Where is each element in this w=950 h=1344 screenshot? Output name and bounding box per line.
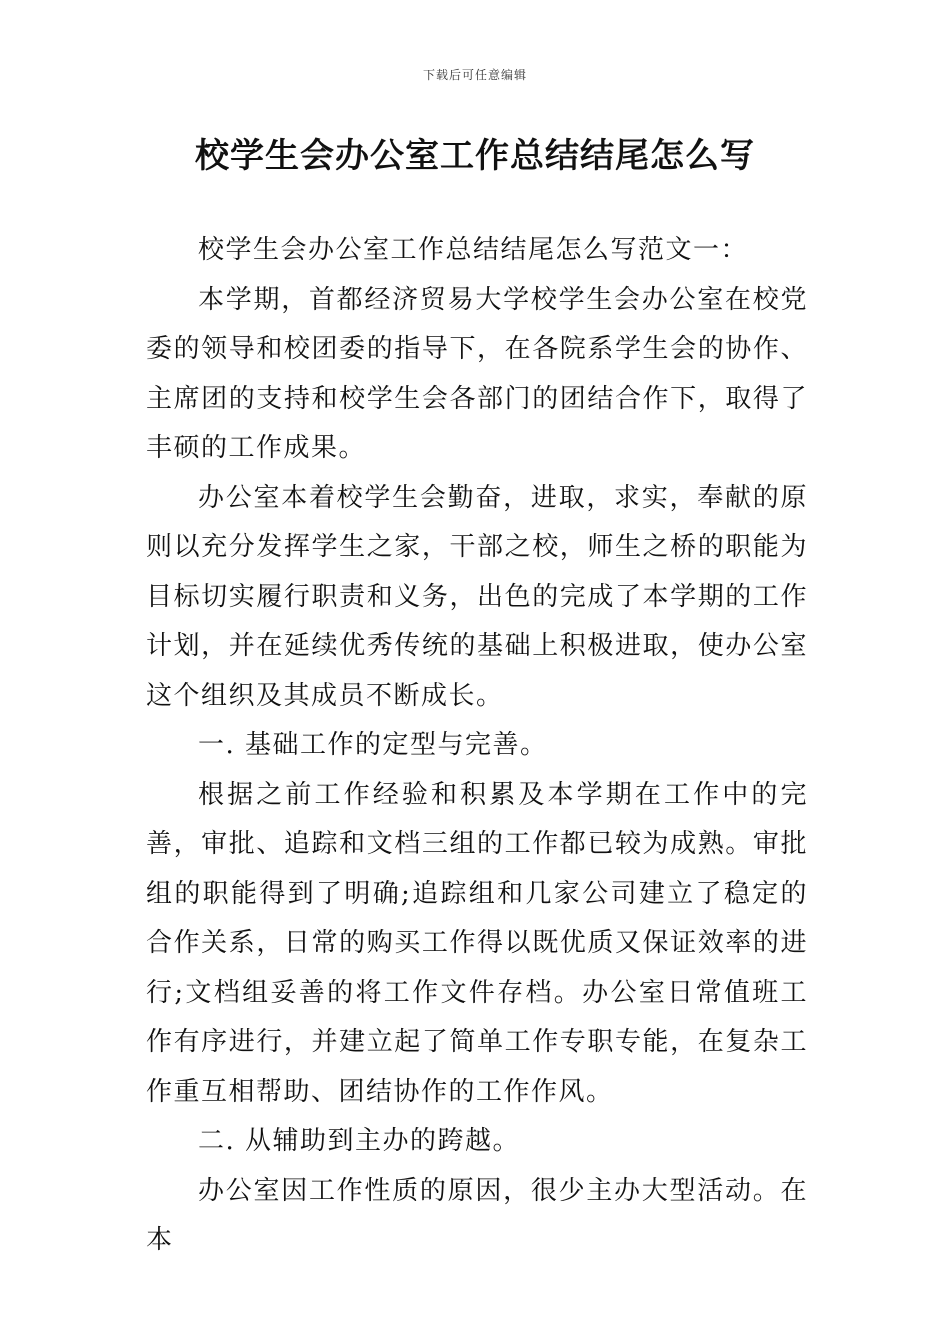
paragraph: 校学生会办公室工作总结结尾怎么写范文一： [198, 235, 749, 265]
paragraph: 办公室本着校学生会勤奋，进取，求实，奉献的原则以充分发挥学生之家，干部之校，师生之桥的职能为目标切实履行职责和义务，出色的完成了本学期的工作计划，并在延续优秀传统的基础上积极进取，使办公室这个组织及其成员不断成长。 [146, 482, 808, 711]
paragraph: 根据之前工作经验和积累及本学期在工作中的完善，审批、追踪和文档三组的工作都已较为成熟。审批组的职能得到了明确;追踪组和几家公司建立了稳定的合作关系，日常的购买工作得以既优质又保证效率的进行;文档组妥善的将工作文件存档。办公室日常值班工作有序进行，并建立起了简单工作专职专能，在复杂工作重互相帮助、团结协作的工作作风。 [146, 779, 808, 1107]
header-note: 下载后可任意编辑 [422, 68, 527, 82]
document-title: 校学生会办公室工作总结结尾怎么写 [195, 136, 755, 176]
document-body [146, 226, 808, 1266]
paragraph: 办公室因工作性质的原因，很少主办大型活动。在本 [146, 1175, 808, 1255]
section-heading: 二. 从辅助到主办的跨越。 [198, 1126, 521, 1156]
paragraph: 本学期，首都经济贸易大学校学生会办公室在校党委的领导和校团委的指导下，在各院系学生会的协作、主席团的支持和校学生会各部门的团结合作下，取得了丰硕的工作成果。 [146, 284, 808, 463]
section-heading: 一. 基础工作的定型与完善。 [198, 730, 548, 760]
